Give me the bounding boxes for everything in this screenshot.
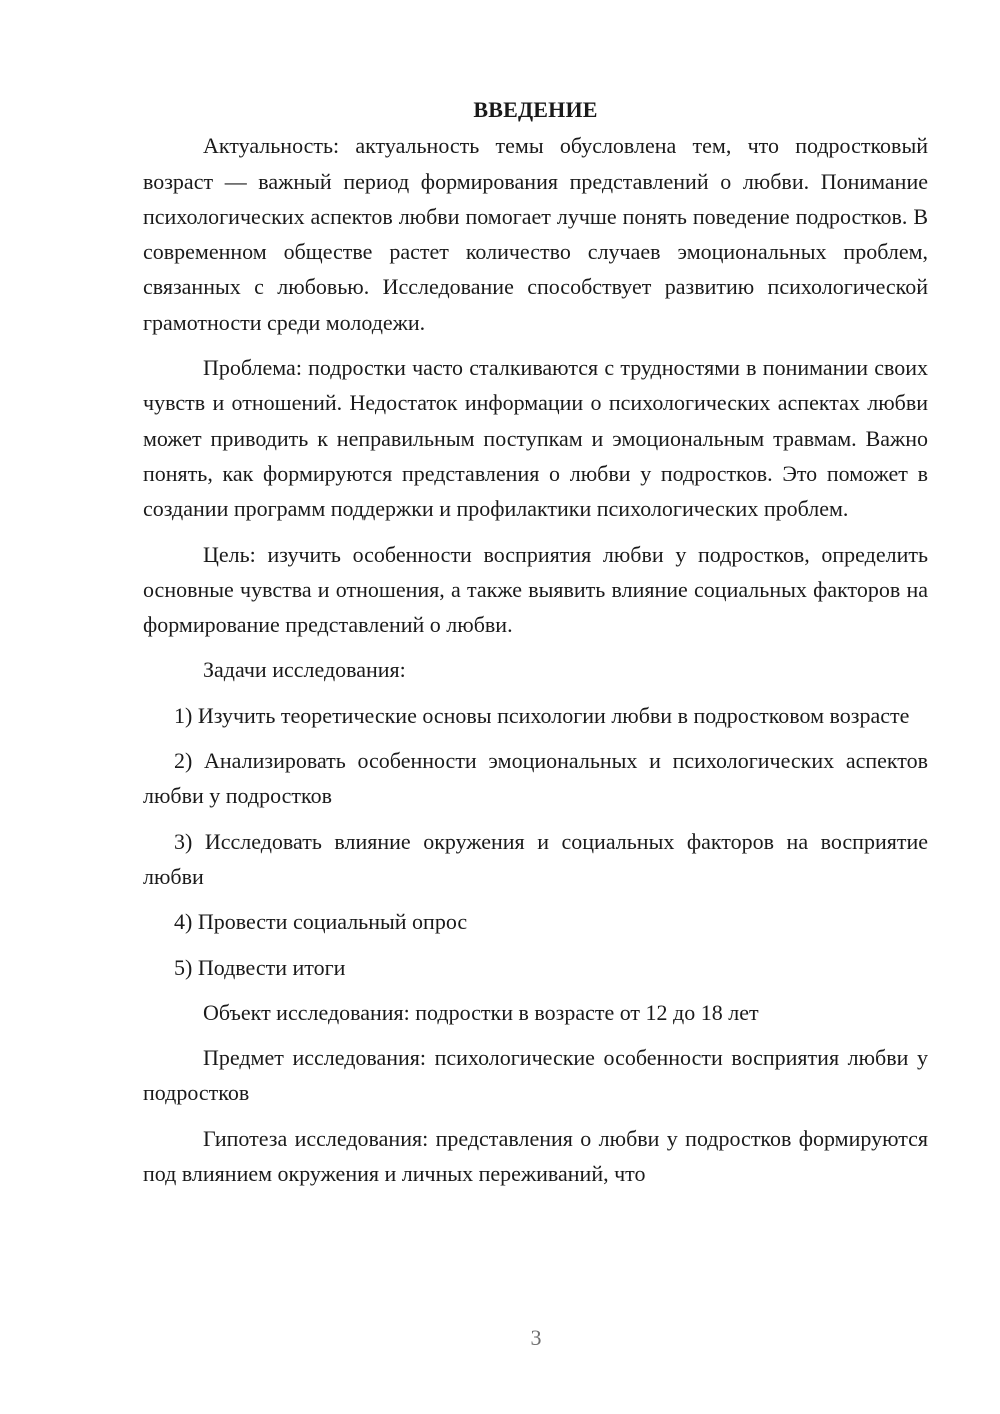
task-item-4: 4) Провести социальный опрос [174,909,468,935]
tasks-heading: Задачи исследования: [203,657,406,683]
object-paragraph: Объект исследования: подростки в возрасте от 12 до 18 лет [203,999,759,1025]
goal-paragraph: Цель: изучить особенности восприятия любви у подростков, определить основные чувства и отношения, а также выявить влияние социальных факторов на формирование представлений о любви. [143,541,928,638]
task-item-1: 1) Изучить теоретические основы психологии любви в подростковом возрасте [174,702,910,728]
page-content [143,92,928,1201]
task-item-3: 3) Исследовать влияние окружения и социальных факторов на восприятие любви [143,828,928,889]
page-number: 3 [530,1325,542,1350]
section-title: ВВЕДЕНИЕ [473,97,598,122]
task-item-5: 5) Подвести итоги [174,954,346,980]
hypothesis-paragraph: Гипотеза исследования: представления о любви у подростков формируются под влиянием окружения и личных переживаний, что [143,1125,928,1187]
subject-paragraph: Предмет исследования: психологические особенности восприятия любви у подростков [143,1045,928,1106]
task-item-2: 2) Анализировать особенности эмоциональных и психологических аспектов любви у подростков [143,748,928,809]
problem-paragraph: Проблема: подростки часто сталкиваются с трудностями в понимании своих чувств и отношений. Недостаток информации о психологических аспектах любви может приводить к неправильным поступкам и эмоциональным травмам. Важно понять, как формируются представления о любви у подростков. Это поможет в создании программ поддержки и профилактики психологических проблем. [143,355,928,522]
relevance-paragraph: Актуальность: актуальность темы обусловлена тем, что подростковый возраст — важный период формирования представлений о любви. Понимание психологических аспектов любви помогает лучше понять поведение подростков. В современном обществе растет количество случаев эмоциональных проблем, связанных с любовью. Исследование способствует развитию психологической грамотности среди молодежи. [143,133,928,335]
